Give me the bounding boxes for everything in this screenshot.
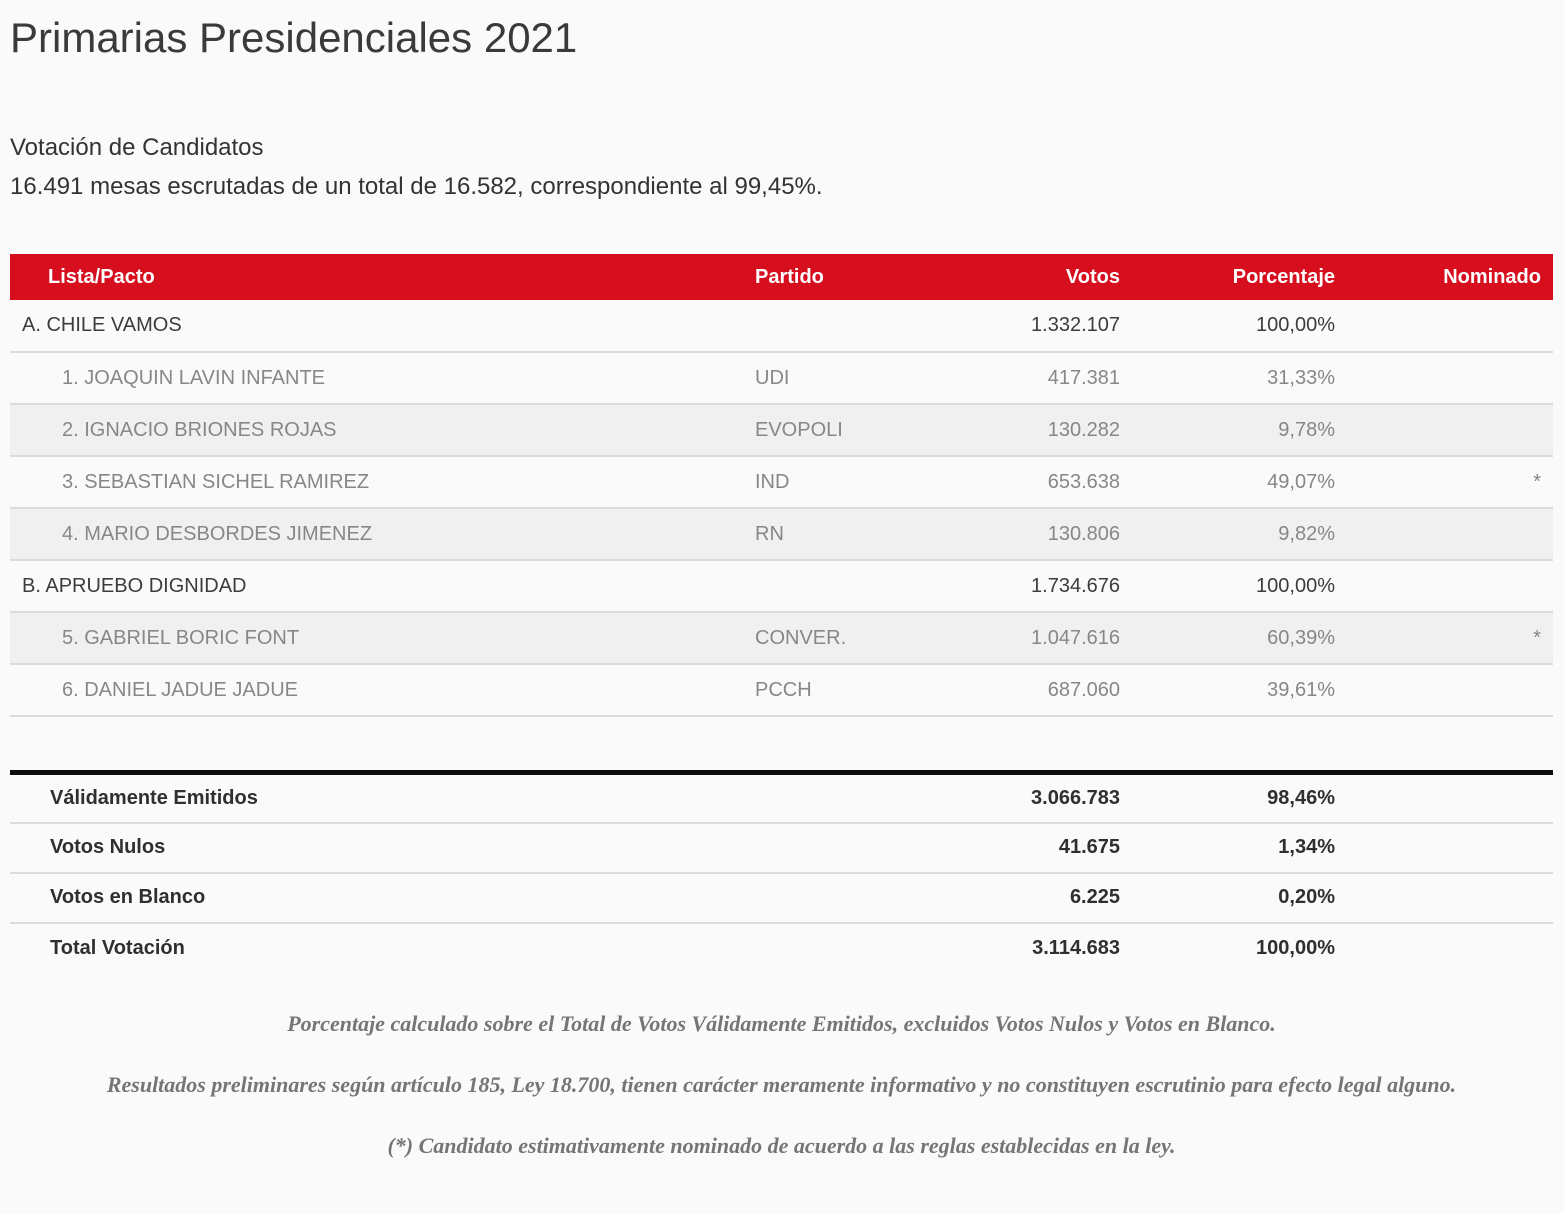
- totals-row: [10, 823, 1553, 873]
- cell-porcentaje: 49,07%: [1267, 470, 1335, 493]
- candidate-row: [10, 404, 1553, 456]
- cell-porcentaje: 9,78%: [1278, 418, 1335, 441]
- pact-row: [10, 560, 1553, 612]
- cell-lista-pacto: 1. JOAQUIN LAVIN INFANTE: [62, 366, 326, 389]
- results-tbody: [10, 300, 1553, 770]
- total-spacer: [755, 873, 930, 923]
- cell-nominado: [1335, 300, 1553, 352]
- cell-lista-pacto: 3. SEBASTIAN SICHEL RAMIREZ: [62, 470, 370, 493]
- cell-nominado: *: [1533, 626, 1541, 649]
- cell-lista-pacto: 2. IGNACIO BRIONES ROJAS: [62, 418, 337, 441]
- cell-porcentaje: 9,82%: [1278, 522, 1335, 545]
- cell-porcentaje: [1120, 716, 1335, 770]
- cell-votos: 1.734.676: [1031, 574, 1120, 597]
- candidate-row: [10, 352, 1553, 404]
- cell-partido: RN: [755, 522, 784, 545]
- cell-votos: 687.060: [1047, 678, 1120, 701]
- results-header-row: [10, 254, 1553, 300]
- candidate-row: [10, 508, 1553, 560]
- total-votos: 41.675: [1058, 836, 1120, 859]
- cell-votos: 417.381: [1047, 366, 1120, 389]
- page-title: Primarias Presidenciales 2021: [10, 14, 578, 61]
- footnote-asterisk-meaning: (*) Candidato estimativamente nominado de acuerdo a las reglas establecidas en la ley.: [387, 1132, 1176, 1158]
- header-lista-pacto: Lista/Pacto: [10, 254, 755, 300]
- footnote-preliminary-results: Resultados preliminares según artículo 185, Ley 18.700, tienen carácter meramente informativo y no constituyen escrutinio para efecto legal alguno.: [106, 1071, 1457, 1097]
- header-partido: Partido: [755, 254, 930, 300]
- header-votos: Votos: [930, 254, 1120, 300]
- cell-porcentaje: 60,39%: [1267, 626, 1335, 649]
- totals-table: [10, 770, 1553, 973]
- total-nominado-spacer: [1335, 873, 1553, 923]
- cell-porcentaje: 100,00%: [1256, 314, 1335, 337]
- empty-row: [10, 716, 1553, 770]
- cell-nominado: [1335, 352, 1553, 404]
- cell-votos: [930, 716, 1120, 770]
- totals-row: [10, 873, 1553, 923]
- total-label: Total Votación: [50, 936, 185, 959]
- totals-row: [10, 923, 1553, 973]
- cell-lista-pacto: B. APRUEBO DIGNIDAD: [22, 574, 247, 597]
- total-votos: 3.114.683: [1032, 936, 1120, 959]
- cell-votos: 130.806: [1047, 522, 1120, 545]
- cell-nominado: [1335, 716, 1553, 770]
- total-nominado-spacer: [1335, 923, 1553, 973]
- total-votos: 6.225: [1069, 886, 1120, 909]
- cell-nominado: *: [1533, 470, 1541, 493]
- cell-votos: 1.047.616: [1031, 626, 1120, 649]
- cell-votos: 1.332.107: [1031, 314, 1120, 337]
- total-votos: 3.066.783: [1031, 787, 1120, 810]
- cell-nominado: [1335, 404, 1553, 456]
- cell-porcentaje: 31,33%: [1267, 366, 1335, 389]
- cell-votos: 130.282: [1047, 418, 1120, 441]
- total-label: Votos Nulos: [50, 836, 166, 859]
- results-table: [10, 254, 1553, 770]
- cell-lista-pacto: 4. MARIO DESBORDES JIMENEZ: [62, 522, 373, 545]
- mesas-status: 16.491 mesas escrutadas de un total de 16.582, correspondiente al 99,45%.: [10, 173, 823, 201]
- cell-partido: IND: [755, 470, 790, 493]
- candidate-row: [10, 456, 1553, 508]
- footnotes: [10, 1011, 1553, 1159]
- total-nominado-spacer: [1335, 823, 1553, 873]
- cell-nominado: [1335, 560, 1553, 612]
- header-porcentaje: Porcentaje: [1120, 254, 1335, 300]
- footnote-percentage-basis: Porcentaje calculado sobre el Total de Votos Válidamente Emitidos, excluidos Votos Nulos y Votos en Blanco.: [287, 1010, 1276, 1036]
- candidate-row: [10, 664, 1553, 716]
- cell-partido: [755, 560, 930, 612]
- cell-partido: PCCH: [755, 678, 812, 701]
- total-spacer: [755, 823, 930, 873]
- cell-votos: 653.638: [1047, 470, 1120, 493]
- cell-lista-pacto: 6. DANIEL JADUE JADUE: [62, 678, 298, 701]
- totals-tbody: [10, 773, 1553, 973]
- cell-nominado: [1335, 508, 1553, 560]
- cell-lista-pacto: 5. GABRIEL BORIC FONT: [62, 626, 300, 649]
- cell-lista-pacto: A. CHILE VAMOS: [22, 314, 182, 337]
- cell-partido: [755, 716, 930, 770]
- header-nominado: Nominado: [1335, 254, 1553, 300]
- cell-partido: EVOPOLI: [755, 418, 843, 441]
- total-porcentaje: 100,00%: [1256, 936, 1335, 959]
- total-porcentaje: 98,46%: [1267, 787, 1335, 810]
- candidate-row: [10, 612, 1553, 664]
- totals-row: [10, 773, 1553, 823]
- pact-row: [10, 300, 1553, 352]
- cell-partido: UDI: [755, 366, 790, 389]
- total-porcentaje: 1,34%: [1278, 836, 1335, 859]
- total-porcentaje: 0,20%: [1278, 886, 1335, 909]
- total-nominado-spacer: [1335, 773, 1553, 823]
- total-spacer: [755, 923, 930, 973]
- cell-porcentaje: 39,61%: [1267, 678, 1335, 701]
- cell-lista-pacto: [10, 716, 755, 770]
- section-subtitle: Votación de Candidatos: [10, 134, 264, 162]
- total-label: Válidamente Emitidos: [50, 787, 258, 810]
- cell-nominado: [1335, 664, 1553, 716]
- total-spacer: [755, 773, 930, 823]
- cell-porcentaje: 100,00%: [1256, 574, 1335, 597]
- subtitle-block: [10, 128, 1553, 206]
- cell-partido: CONVER.: [755, 626, 847, 649]
- total-label: Votos en Blanco: [50, 886, 206, 909]
- cell-partido: [755, 300, 930, 352]
